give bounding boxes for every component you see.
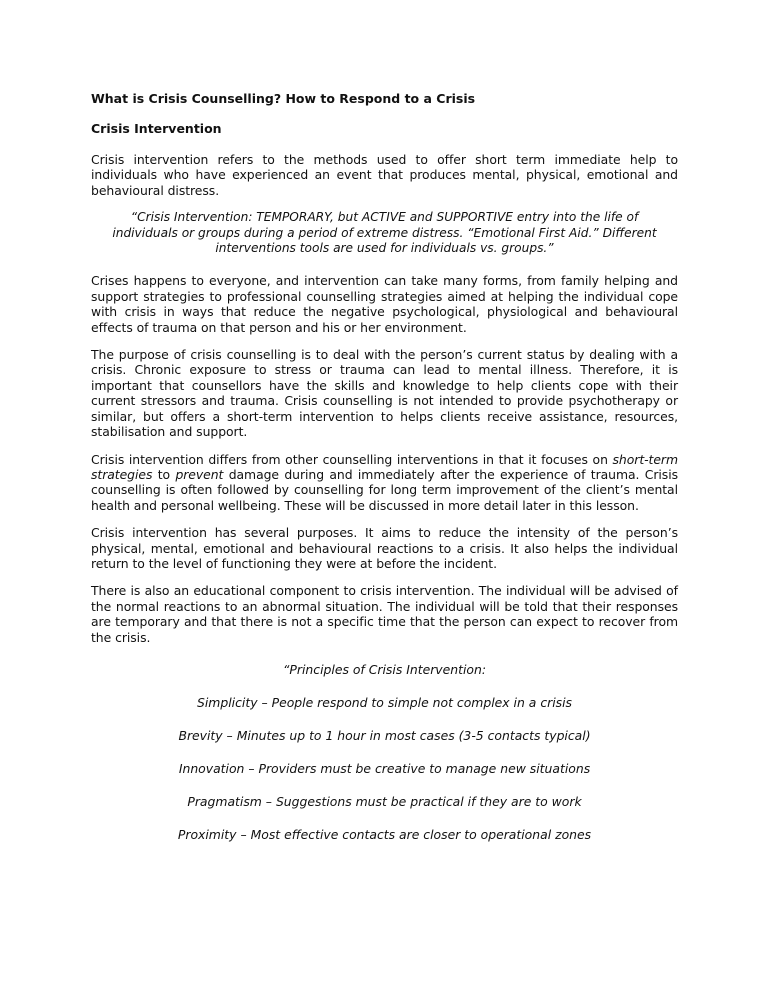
emphasis-short-term-strategies: short-term strategies [91, 451, 678, 482]
document-title: What is Crisis Counselling? How to Respond to a Crisis [91, 91, 476, 106]
paragraph-purpose: The purpose of crisis counselling is to deal with the person’s current status by dealing with a crisis. Chronic exposure to stress or trauma can lead to mental illness. Therefore, it is important that counsellors have the skills and knowledge to help clients cope with their current stressors and trauma. Crisis counselling is not intended to provide psychotherapy or similar, but offers a short-term intervention to helps clients receive assistance, resources, stabilisation and support. [91, 347, 678, 440]
principle-innovation: Innovation – Providers must be creative to manage new situations [178, 760, 591, 776]
quote-crisis-intervention: “Crisis Intervention: TEMPORARY, but ACTIVE and SUPPORTIVE entry into the life of individuals or groups during a period of extreme distress. “Emotional First Aid.” Different interventions tools are used for individuals vs. groups.” [112, 210, 657, 256]
paragraph-differs-text-1: Crisis intervention differs from other counselling interventions in that it focuses on [91, 451, 613, 467]
principles-list [91, 662, 678, 843]
paragraph-differs-text-2: to [152, 466, 176, 482]
paragraph-differs [91, 452, 678, 514]
principles-intro: “Principles of Crisis Intervention: [282, 661, 487, 677]
principle-simplicity: Simplicity – People respond to simple not complex in a crisis [196, 694, 573, 710]
principle-pragmatism: Pragmatism – Suggestions must be practical if they are to work [187, 793, 582, 809]
emphasis-prevent: prevent [175, 466, 224, 482]
principle-proximity: Proximity – Most effective contacts are closer to operational zones [177, 826, 592, 842]
paragraph-differs-text-3: damage during and immediately after the experience of trauma. Crisis counselling is often followed by counselling for long term improvement of the client’s mental health and personal wellbeing. These will be discussed in more detail later in this lesson. [91, 466, 679, 513]
paragraph-crises-happen: Crises happens to everyone, and intervention can take many forms, from family helping and support strategies to professional counselling strategies aimed at helping the individual cope with crisis in ways that reduce the negative psychological, physiological and behavioural effects of trauma on that person and his or her environment. [91, 273, 678, 335]
paragraph-educational: There is also an educational component to crisis intervention. The individual will be advised of the normal reactions to an abnormal situation. The individual will be told that their responses are temporary and that there is not a specific time that the person can expect to recover from the crisis. [91, 583, 678, 645]
section-heading: Crisis Intervention [91, 121, 222, 136]
principle-brevity: Brevity – Minutes up to 1 hour in most cases (3-5 contacts typical) [178, 727, 591, 743]
paragraph-definition: Crisis intervention refers to the methods used to offer short term immediate help to individuals who have experienced an event that produces mental, physical, emotional and behavioural distress. [91, 152, 678, 198]
document-page [91, 90, 678, 860]
paragraph-several-purposes: Crisis intervention has several purposes. It aims to reduce the intensity of the person’s physical, mental, emotional and behavioural reactions to a crisis. It also helps the individual return to the level of functioning they were at before the incident. [91, 525, 678, 571]
